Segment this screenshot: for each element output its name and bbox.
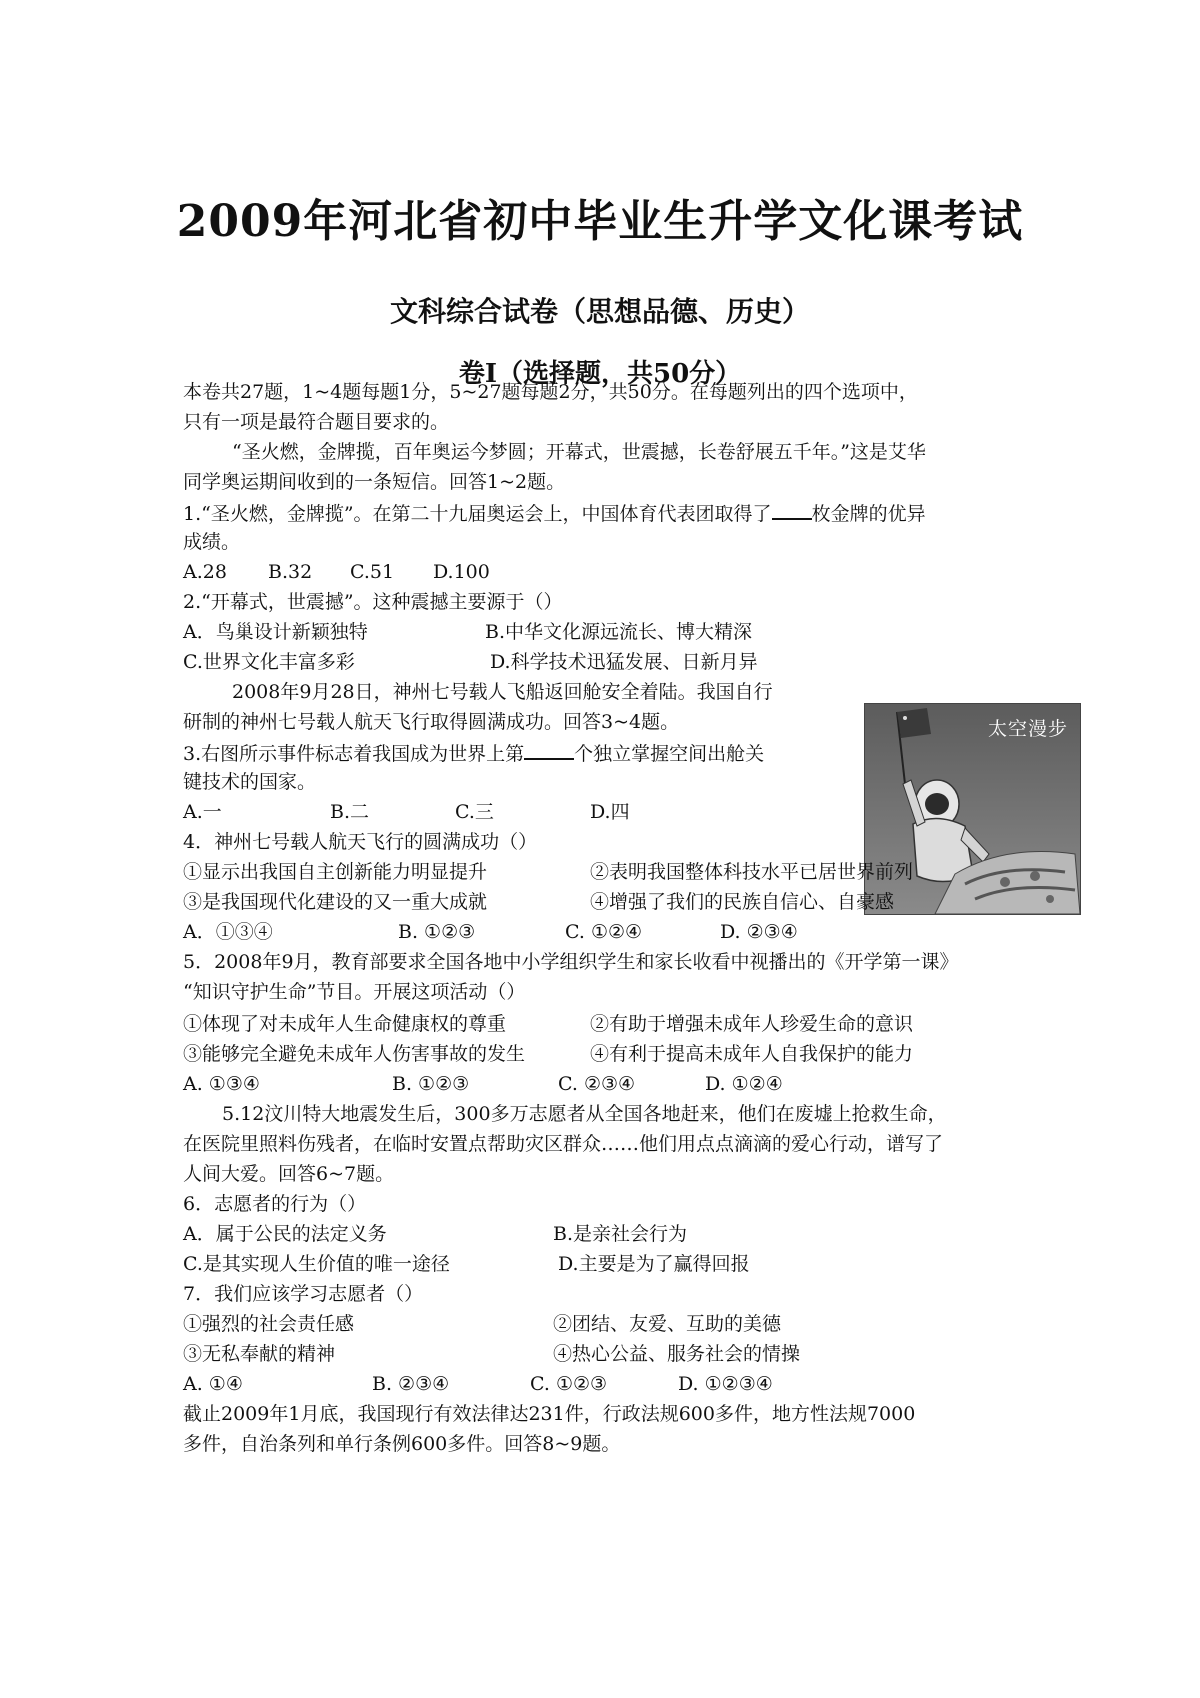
question-1	[183, 500, 926, 526]
passage-line: 5.12汶川特大地震发生后，300多万志愿者从全国各地赶来，他们在废墟上抢救生命，	[222, 1103, 947, 1125]
option: D.四	[590, 801, 630, 823]
statement: ④热心公益、服务社会的情操	[553, 1343, 801, 1365]
statement: ③是我国现代化建设的又一重大成就	[183, 891, 488, 913]
statement: ①显示出我国自主创新能力明显提升	[183, 861, 488, 883]
passage-line: 截止2009年1月底，我国现行有效法律达231件，行政法规600多件，地方性法规7000	[183, 1403, 916, 1425]
passage-line: “圣火燃，金牌揽，百年奥运今梦圆；开幕式，世震撼，长卷舒展五千年。”这是艾华	[232, 441, 926, 463]
option: C.51	[350, 561, 395, 583]
statement: ①体现了对未成年人生命健康权的尊重	[183, 1013, 507, 1035]
question-5: 5．2008年9月，教育部要求全国各地中小学组织学生和家长收看中视播出的《开学第一课》	[183, 951, 959, 973]
question-6: 6．志愿者的行为（）	[183, 1193, 367, 1215]
option: A.一	[183, 801, 222, 823]
option: D.主要是为了赢得回报	[558, 1253, 750, 1275]
passage-line: 同学奥运期间收到的一条短信。回答1~2题。	[183, 471, 566, 493]
statement: ④增强了我们的民族自信心、自豪感	[590, 891, 895, 913]
option: A．鸟巢设计新颖独特	[183, 621, 368, 643]
question-2: 2.“开幕式，世震撼”。这种震撼主要源于（）	[183, 591, 563, 613]
option: B.32	[268, 561, 313, 583]
answer-blank	[524, 740, 574, 760]
option: C. ②③④	[558, 1073, 636, 1095]
question-text: 3.右图所示事件标志着我国成为世界上第	[183, 743, 525, 765]
option: A.28	[183, 561, 227, 583]
statement: ②表明我国整体科技水平已居世界前列	[590, 861, 914, 883]
statement: ②团结、友爱、互助的美德	[553, 1313, 782, 1335]
question-text: 1.“圣火燃，金牌揽”。在第二十九届奥运会上，中国体育代表团取得了	[183, 503, 772, 525]
section-heading: 卷I（选择题，共50分）	[458, 359, 742, 389]
option: B. ①②③	[392, 1073, 470, 1095]
passage-line: 2008年9月28日，神州七号载人飞船返回舱安全着陆。我国自行	[232, 681, 773, 703]
option: C.三	[455, 801, 494, 823]
statement: ②有助于增强未成年人珍爱生命的意识	[590, 1013, 914, 1035]
option: B. ①②③	[398, 921, 476, 943]
exam-subtitle: 文科综合试卷（思想品德、历史）	[389, 295, 810, 328]
question-text: “知识守护生命”节目。开展这项活动（）	[183, 981, 526, 1003]
option: D. ①②③④	[678, 1373, 773, 1395]
statement: ③无私奉献的精神	[183, 1343, 336, 1365]
option: C. ①②③	[530, 1373, 608, 1395]
passage-line: 多件，自治条列和单行条例600多件。回答8~9题。	[183, 1433, 621, 1455]
option: D. ②③④	[720, 921, 798, 943]
statement: ④有利于提高未成年人自我保护的能力	[590, 1043, 914, 1065]
answer-blank	[772, 500, 812, 520]
question-4: 4．神州七号载人航天飞行的圆满成功（）	[183, 831, 538, 853]
passage-line: 在医院里照料伤残者，在临时安置点帮助灾区群众……他们用点点滴滴的爱心行动，谱写了	[183, 1133, 944, 1155]
question-7: 7．我们应该学习志愿者（）	[183, 1283, 424, 1305]
option: D.100	[433, 561, 490, 583]
option: B.中华文化源远流长、博大精深	[485, 621, 753, 643]
statement: ①强烈的社会责任感	[183, 1313, 355, 1335]
option: A．属于公民的法定义务	[183, 1223, 387, 1245]
option: B.二	[330, 801, 370, 823]
question-text: 枚金牌的优异	[811, 503, 926, 525]
instructions-line: 本卷共27题，1~4题每题1分，5~27题每题2分，共50分。在每题列出的四个选项中，	[183, 381, 918, 403]
question-3	[183, 740, 764, 766]
option: A. ①④	[183, 1373, 243, 1395]
option: C.是其实现人生价值的唯一途径	[183, 1253, 450, 1275]
question-text: 个独立掌握空间出舱关	[574, 743, 765, 765]
exam-title: 2009年河北省初中毕业生升学文化课考试	[176, 196, 1024, 247]
question-text: 成绩。	[183, 531, 241, 553]
option: A．①③④	[183, 921, 273, 943]
option: D. ①②④	[705, 1073, 783, 1095]
question-text: 键技术的国家。	[183, 771, 317, 793]
passage-line: 人间大爱。回答6~7题。	[183, 1163, 395, 1185]
option: C.世界文化丰富多彩	[183, 651, 355, 673]
passage-line: 研制的神州七号载人航天飞行取得圆满成功。回答3~4题。	[183, 711, 680, 733]
instructions-line: 只有一项是最符合题目要求的。	[183, 411, 450, 433]
figure-caption: 太空漫步	[987, 718, 1068, 740]
option: D.科学技术迅猛发展、日新月异	[490, 651, 758, 673]
option: A. ①③④	[183, 1073, 260, 1095]
statement: ③能够完全避免未成年人伤害事故的发生	[183, 1043, 526, 1065]
option: B. ②③④	[372, 1373, 450, 1395]
option: B.是亲社会行为	[553, 1223, 688, 1245]
option: C. ①②④	[565, 921, 643, 943]
